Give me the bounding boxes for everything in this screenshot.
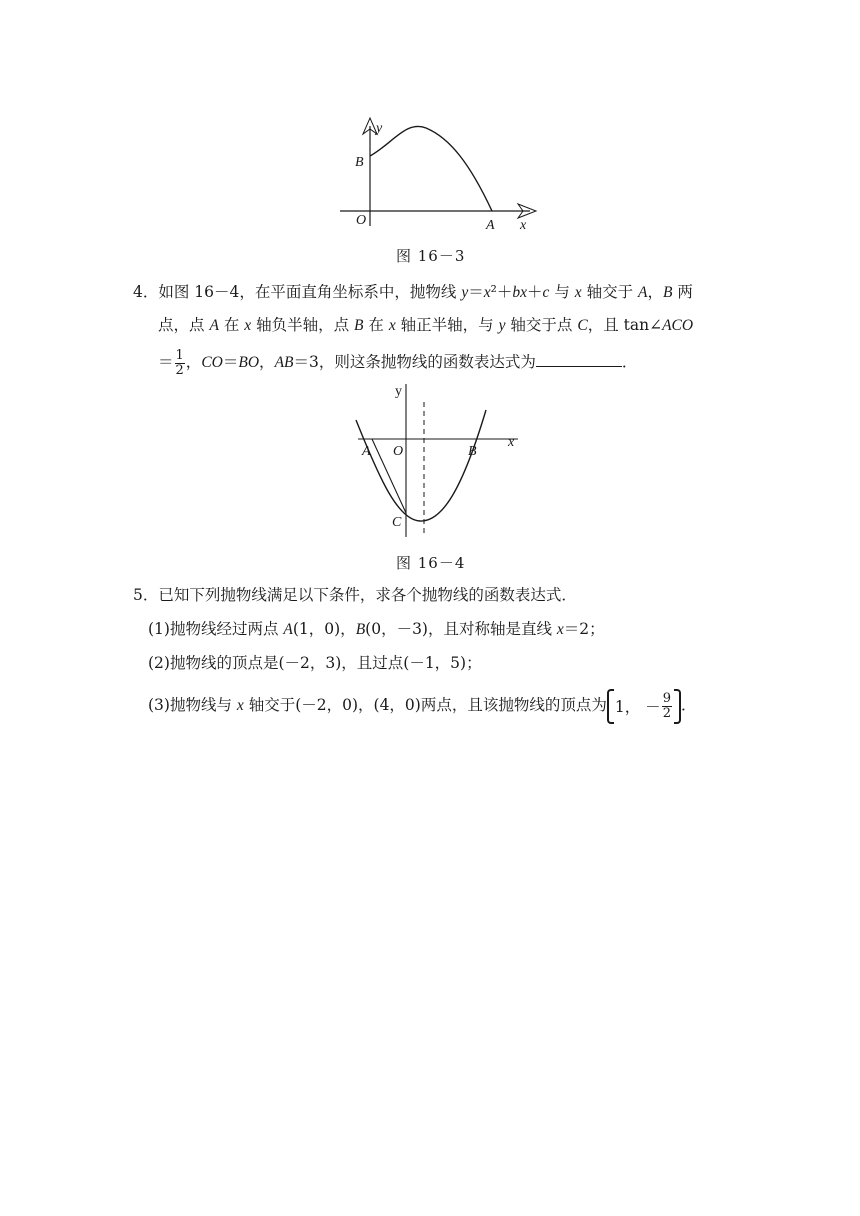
q4-text: 点，点 (158, 316, 210, 334)
q4-text: ， (259, 353, 275, 371)
q4-text: ＝3，则这条抛物线的函数表达式为 (293, 353, 536, 371)
q5-var: x (556, 621, 564, 638)
q4-var: y (461, 284, 469, 301)
q4-var: CO (201, 354, 223, 371)
vertex-sign: － (645, 697, 661, 716)
label-b: B (468, 444, 477, 459)
q4-var: x (574, 284, 582, 301)
q4-var: c (542, 284, 550, 301)
q4-var: C (577, 317, 588, 334)
q4-text: 与 (549, 283, 575, 301)
q4-var: A (209, 317, 219, 334)
q4-text: ， (185, 353, 202, 371)
q5-var: B (355, 621, 366, 638)
q5-text: (1)抛物线经过两点 (148, 620, 284, 638)
parabola-curve (370, 126, 492, 211)
fraction-denominator: 2 (662, 706, 671, 721)
q4-var: ACO (662, 317, 694, 334)
q4-var: x (388, 317, 396, 334)
q5-text: 轴交于(－2，0)，(4，0)两点，且该抛物线的顶点为 (243, 696, 607, 714)
q5-text: (3)抛物线与 (148, 696, 237, 714)
q4-text: ， (647, 283, 663, 301)
q4-var: B (354, 317, 364, 334)
fraction-denominator: 2 (175, 362, 184, 378)
parabola-curve (356, 410, 486, 521)
label-x: x (520, 218, 527, 233)
figure-16-3 (340, 114, 550, 236)
q5-text: (0，－3)，且对称轴是直线 (365, 620, 557, 638)
q4-text: 轴负半轴，点 (251, 316, 355, 334)
label-b: B (355, 155, 364, 170)
q4-text: ＝ (468, 283, 484, 301)
fraction-nine-halves (662, 692, 672, 721)
vertex-x: 1， (614, 697, 641, 716)
q4-var: bx (512, 284, 527, 301)
q4-text: ，且 tan∠ (587, 316, 663, 334)
q5-text: (1，0)， (292, 620, 356, 638)
q4-text: 两 (672, 283, 693, 301)
q5-item2: (2)抛物线的顶点是(－2，3)，且过点(－1，5)； (148, 654, 482, 672)
q4-text: ． (621, 353, 638, 371)
q5-intro-text: 已知下列抛物线满足以下条件，求各个抛物线的函数表达式． (158, 586, 577, 604)
fraction-numerator: 1 (175, 347, 184, 363)
label-o: O (356, 213, 367, 228)
q4-var: B (662, 284, 673, 301)
q4-var: y (498, 317, 506, 334)
label-x: x (508, 435, 515, 450)
figure-16-3-caption: 图 16－3 (396, 247, 466, 265)
q4-var: BO (238, 354, 260, 371)
q4-text: ＋ (526, 283, 543, 301)
label-a: A (486, 218, 495, 233)
figure-16-4 (350, 380, 525, 540)
q4-number: 4． (133, 283, 159, 301)
q5-intro (133, 584, 577, 606)
fraction-one-half (175, 349, 185, 378)
q5-var: A (283, 621, 293, 638)
q4-text: 轴交于点 (505, 316, 578, 334)
figure-16-4-caption: 图 16－4 (396, 554, 466, 572)
label-y: y (395, 384, 402, 399)
q5-number: 5． (133, 586, 159, 604)
q5-text: ＝2； (563, 620, 605, 638)
q4-var: x (483, 284, 491, 301)
label-o: O (393, 444, 404, 459)
vertex-point (607, 689, 681, 724)
q5-item3 (148, 688, 696, 724)
label-c: C (392, 515, 402, 530)
answer-blank[interactable] (536, 352, 622, 367)
q4-text: ＝ (158, 353, 174, 371)
q4-var: A (638, 284, 648, 301)
fraction-numerator: 9 (662, 691, 671, 706)
q4-line3 (158, 347, 637, 378)
q4-text: 轴交于 (581, 283, 638, 301)
q4-var: x (244, 317, 252, 334)
q4-line2 (158, 314, 693, 337)
q4-text: 在 (218, 316, 245, 334)
q5-text: ． (680, 696, 697, 714)
q4-text: 轴正半轴，与 (395, 316, 499, 334)
q5-var: x (236, 697, 244, 714)
q4-text: ²＋ (490, 283, 513, 301)
q4-text: ＝ (222, 353, 239, 371)
q4-text: 如图 16－4，在平面直角坐标系中，抛物线 (158, 283, 462, 301)
label-a: A (362, 444, 371, 459)
q4-var: AB (274, 354, 294, 371)
label-y: y (376, 121, 383, 136)
q4-line1 (133, 281, 693, 304)
q4-text: 在 (363, 316, 389, 334)
q5-item1 (148, 618, 605, 641)
